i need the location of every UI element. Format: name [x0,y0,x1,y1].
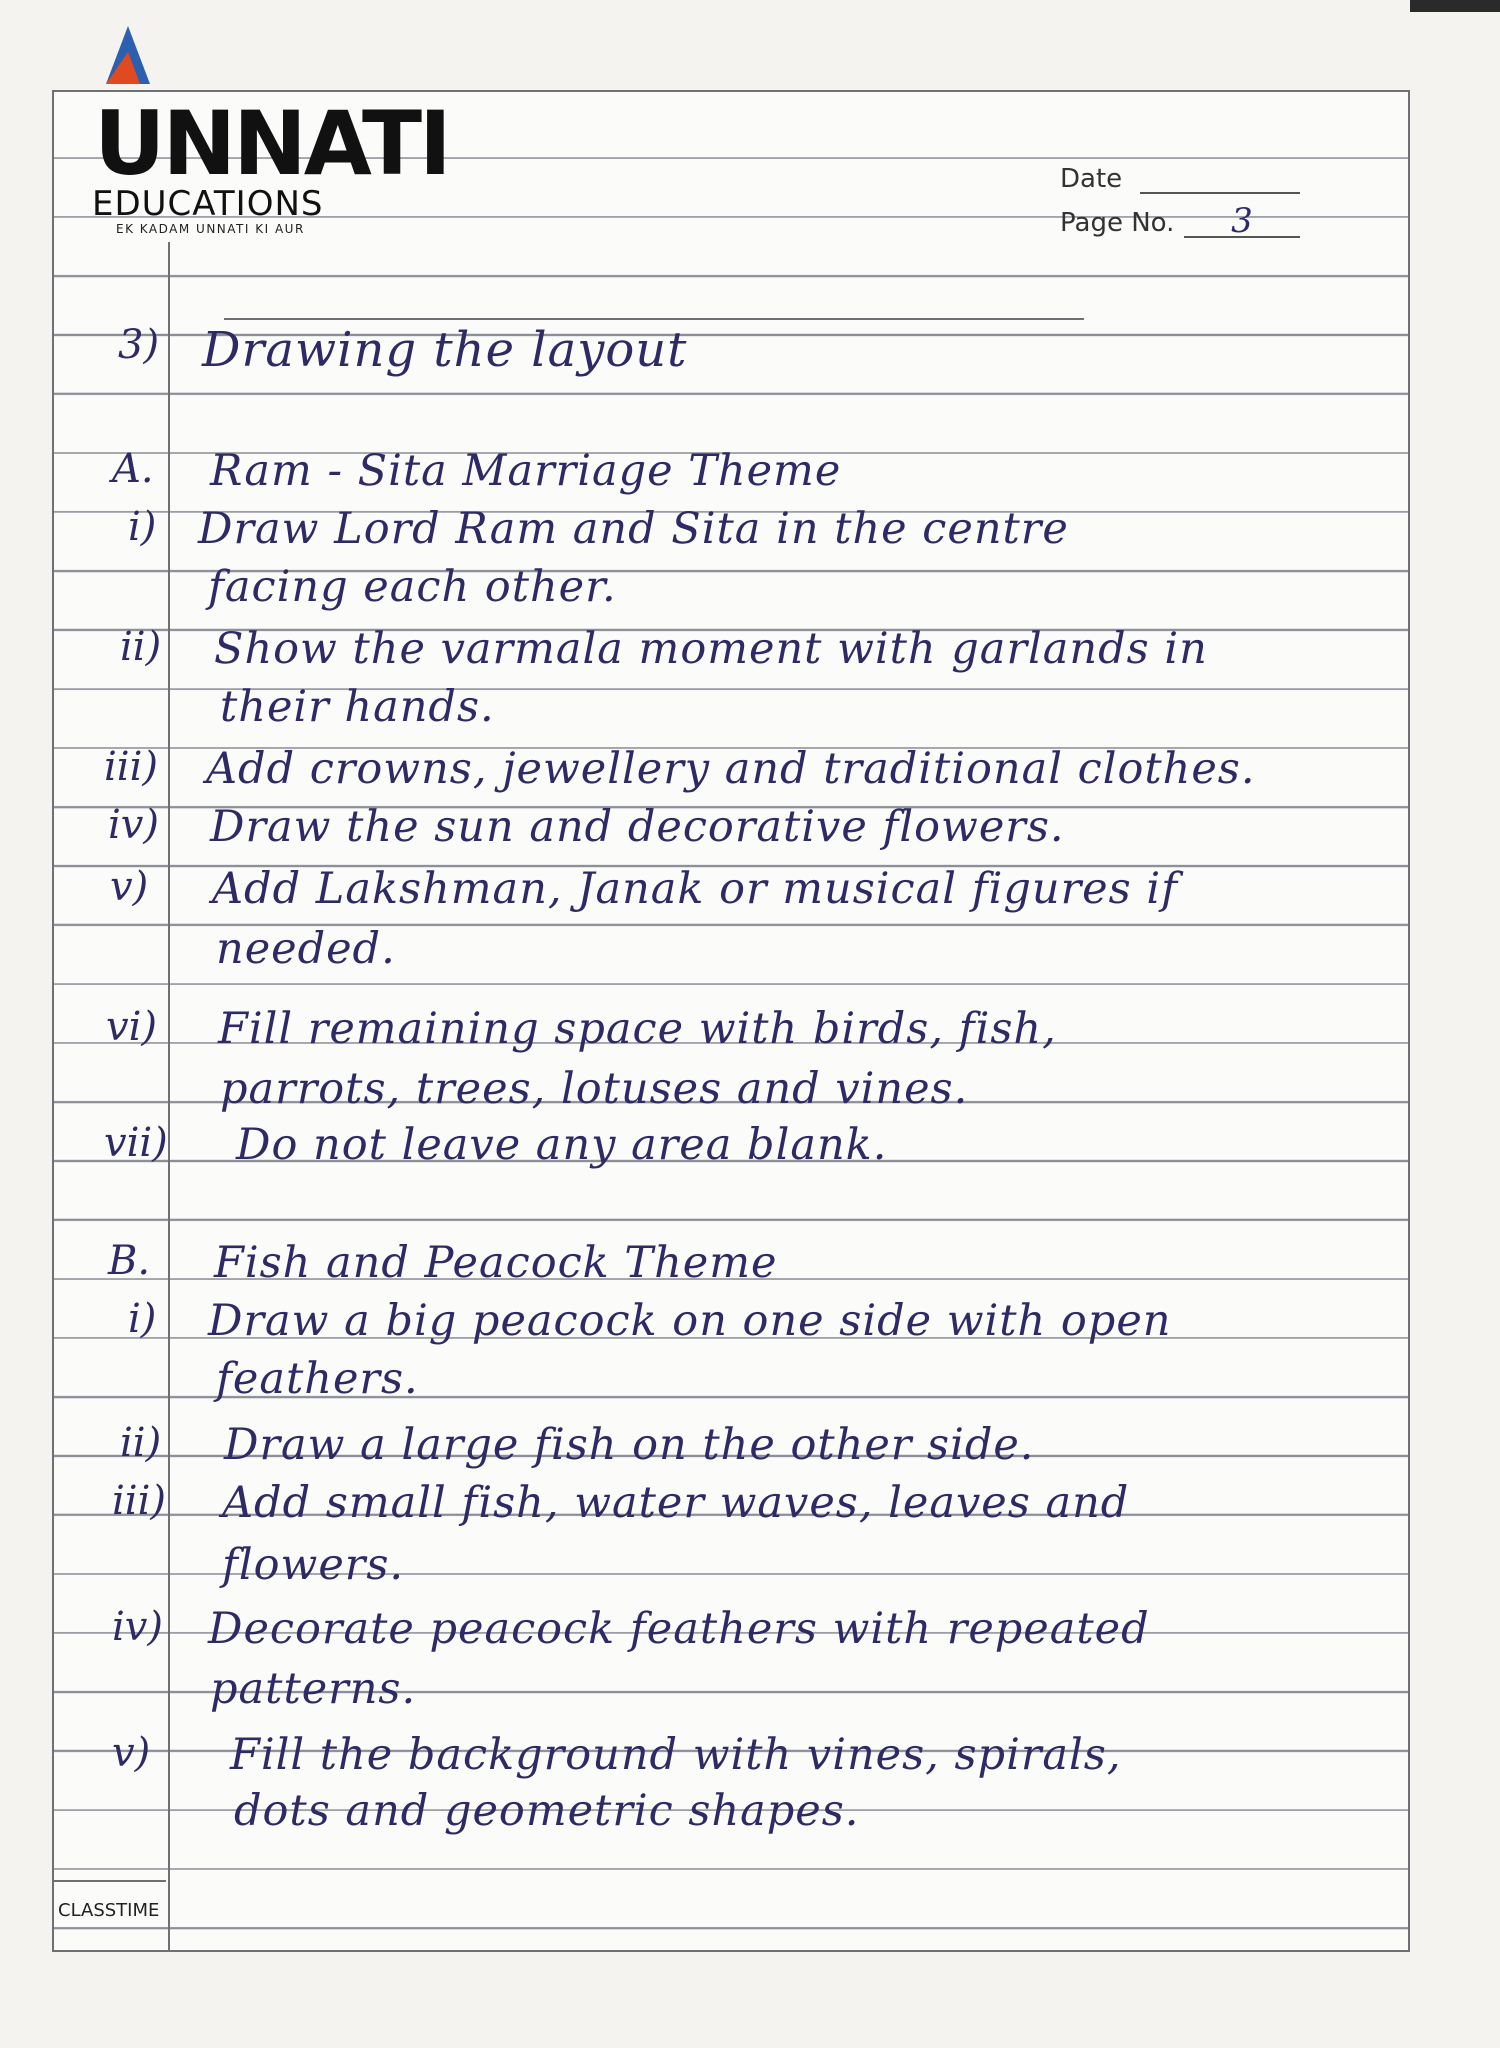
corner-shadow [1410,0,1500,12]
item-b1-line1: Draw a big peacock on one side with open [208,1296,1172,1346]
item-b4-num: iv) [112,1604,163,1650]
item-a1-num: i) [128,504,157,550]
date-label: Date [1060,164,1123,194]
item-b3-line2: flowers. [222,1540,405,1590]
footer-rule [52,1880,166,1882]
section-a-marker: A. [112,446,154,492]
heading-number: 3) [118,322,160,368]
page-no-row [1060,194,1300,241]
margin-line [168,242,170,1950]
item-a1-line1: Draw Lord Ram and Sita in the centre [198,504,1069,554]
item-a6-line2: parrots, trees, lotuses and vines. [220,1064,969,1114]
item-b1-num: i) [128,1296,157,1342]
item-b3-line1: Add small fish, water waves, leaves and [222,1478,1130,1528]
item-a2-line1: Show the varmala moment with garlands in [214,624,1208,674]
item-a2-line2: their hands. [220,682,495,732]
item-a3-line1: Add crowns, jewellery and traditional clothes. [206,744,1256,794]
unnati-logo [88,22,449,236]
item-a1-line2: facing each other. [208,562,617,612]
item-a5-line2: needed. [216,924,396,974]
item-b4-line2: patterns. [210,1664,417,1714]
item-b2-num: ii) [120,1420,162,1466]
item-b2-line1: Draw a large fish on the other side. [224,1420,1035,1470]
item-a2-num: ii) [120,624,162,670]
item-a6-line1: Fill remaining space with birds, fish, [218,1004,1057,1054]
header-rule [224,318,1084,320]
item-a4-num: iv) [108,802,159,848]
item-a5-line1: Add Lakshman, Janak or musical figures if [212,864,1178,914]
item-a7-line1: Do not leave any area blank. [236,1120,888,1170]
page-meta [1060,150,1300,241]
date-row [1060,150,1300,194]
item-a3-num: iii) [104,744,158,790]
section-b-marker: B. [108,1238,151,1284]
section-b-title: Fish and Peacock Theme [214,1238,778,1288]
item-a5-num: v) [110,864,149,910]
item-b5-line1: Fill the background with vines, spirals, [230,1730,1122,1780]
classtime-brand: CLASSTIME [58,1900,160,1921]
item-b5-num: v) [112,1730,151,1776]
logo-tagline: EK KADAM UNNATI KI AUR [116,222,305,236]
item-a4-line1: Draw the sun and decorative flowers. [210,802,1065,852]
section-a-title: Ram - Sita Marriage Theme [210,446,842,496]
item-b5-line2: dots and geometric shapes. [234,1786,860,1836]
date-value [1140,162,1300,194]
logo-wordmark: UNNATI [94,92,449,195]
item-b4-line1: Decorate peacock feathers with repeated [208,1604,1150,1654]
item-b3-num: iii) [112,1478,166,1524]
item-a7-num: vii) [104,1120,168,1166]
page-no-value: 3 [1184,206,1300,238]
logo-subtitle: EDUCATIONS [92,184,324,224]
item-a6-num: vi) [106,1004,157,1050]
item-b1-line2: feathers. [216,1354,419,1404]
heading-text: Drawing the layout [202,322,688,378]
page-no-label: Page No. [1060,208,1175,238]
